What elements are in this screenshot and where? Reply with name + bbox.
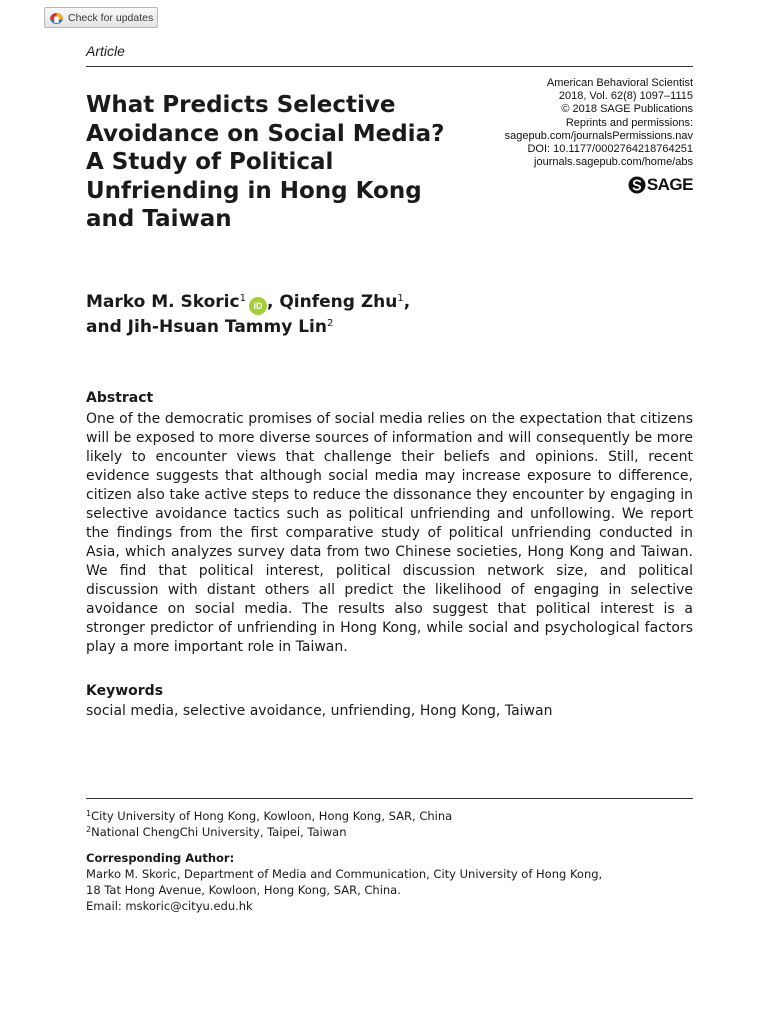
keywords-list: social media, selective avoidance, unfriending, Hong Kong, Taiwan xyxy=(86,703,553,719)
affiliation-marker: 1 xyxy=(397,293,404,304)
author-name: Marko M. Skoric xyxy=(86,292,240,312)
article-type-label: Article xyxy=(86,43,125,59)
orcid-icon[interactable]: iD xyxy=(249,297,267,315)
corresponding-author xyxy=(86,850,602,914)
reprints-line: Reprints and permissions: xyxy=(565,116,693,129)
affiliation-text: National ChengChi University, Taipei, Taiwan xyxy=(91,825,347,839)
article-title: What Predicts Selective Avoidance on Social Media? A Study of Political Unfriending in Hong Kong and Taiwan xyxy=(86,92,445,233)
journal-info xyxy=(505,77,693,169)
affiliation-marker: 2 xyxy=(86,825,92,834)
affiliations xyxy=(86,808,452,840)
check-for-updates-button[interactable] xyxy=(44,7,158,28)
check-for-updates-label: Check for updates xyxy=(68,11,154,24)
doi-link[interactable]: DOI: 10.1177/0002764218764251 xyxy=(527,143,693,156)
corresponding-author-email[interactable]: Email: mskoric@cityu.edu.hk xyxy=(86,899,253,913)
author-line-2 xyxy=(86,315,410,339)
author-name: and Jih-Hsuan Tammy Lin xyxy=(86,317,327,337)
journal-volume: 2018, Vol. 62(8) 1097–1115 xyxy=(558,90,693,103)
sage-logo xyxy=(628,175,693,195)
affiliation-item xyxy=(86,824,452,840)
author-line-1 xyxy=(86,290,410,315)
affiliation-marker: 1 xyxy=(86,809,92,818)
affiliation-text: City University of Hong Kong, Kowloon, Hong Kong, SAR, China xyxy=(91,809,453,823)
corresponding-author-address: Marko M. Skoric, Department of Media and Communication, City University of Hong Kong, xyxy=(86,867,603,881)
journal-home-link[interactable]: journals.sagepub.com/home/abs xyxy=(534,156,693,169)
keywords-heading: Keywords xyxy=(86,683,164,699)
abstract-body: One of the democratic promises of social media relies on the expectation that citizens will be exposed to more diverse sources of information and will consequently be more likely to encounter views that challenge their beliefs and opinions. Still, recent evidence suggests that although social media may increase exposure to difference, citizen also take active steps to reduce the dissonance they encounter by engaging in selective avoidance tactics such as political unfriending and unfollowing. We report the findings from the first comparative study of political unfriending conducted in Asia, which analyzes survey data from two Chinese societies, Hong Kong and Taiwan. We find that political interest, political discussion network size, and political discussion with distant others all predict the likelihood of engaging in selective avoidance on social media. The results also suggest that political interest is a stronger predictor of unfriending in Hong Kong, while social and psychological factors play a more important role in Taiwan. xyxy=(86,411,693,655)
sage-wordmark: SAGE xyxy=(646,175,693,194)
affiliation-marker: 1 xyxy=(239,293,246,304)
abstract-heading: Abstract xyxy=(86,390,154,406)
sage-mark-icon xyxy=(628,176,646,194)
journal-name: American Behavioral Scientist xyxy=(546,77,693,89)
affiliation-marker: 2 xyxy=(326,318,334,329)
author-list xyxy=(86,290,410,339)
author-separator: , xyxy=(403,292,411,312)
copyright-line: © 2018 SAGE Publications xyxy=(561,103,693,116)
author-name: , Qinfeng Zhu xyxy=(266,292,398,312)
corresponding-author-address: 18 Tat Hong Avenue, Kowloon, Hong Kong, SAR, China. xyxy=(86,883,401,897)
crossmark-icon xyxy=(50,11,63,24)
corresponding-author-heading: Corresponding Author: xyxy=(86,851,235,865)
footnote-rule xyxy=(86,798,693,799)
affiliation-item xyxy=(86,808,452,824)
header-rule xyxy=(86,66,693,67)
permissions-link[interactable]: sagepub.com/journalsPermissions.nav xyxy=(504,129,693,142)
